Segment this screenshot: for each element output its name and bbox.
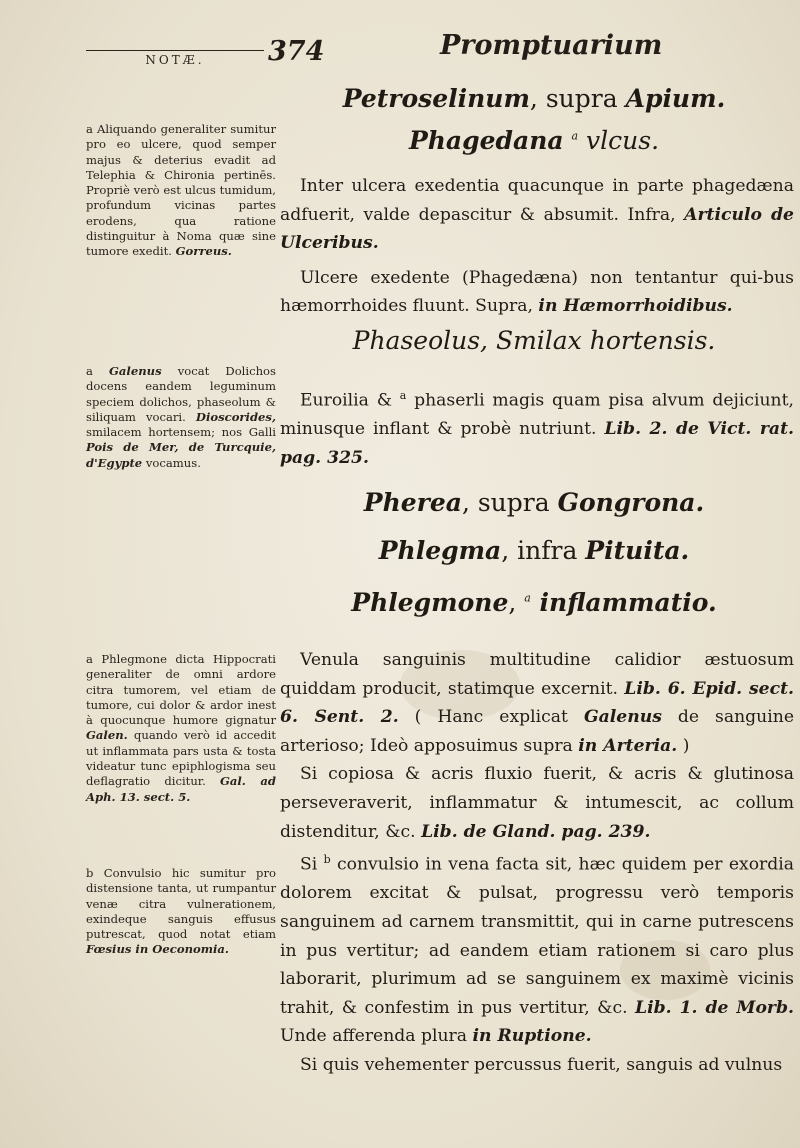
- cross-reference: Lib. 1. de Morb.: [635, 997, 794, 1018]
- cross-reference: Lib. 2. de Vict. rat. pag. 325.: [280, 419, 794, 468]
- text-run: b Convulsio hic sumitur pro distensione tanta, ut rumpantur venæ citra vulnerationem, exindeque sanguis effusus putrescat, quod notat etiam: [86, 866, 276, 942]
- text-run: Si quis vehementer percussus fuerit, sanguis ad vulnus: [300, 1055, 783, 1076]
- cross-reference: in Ruptione.: [472, 1026, 592, 1047]
- text-run: a: [86, 364, 110, 378]
- text-run: Venula sanguinis multitudine calidior æstuosum quiddam producit, statimque excernit.: [280, 650, 794, 699]
- note-text: a Aliquando generaliter sumitur pro eo ulcere, quod semper majus & deterius evadit ad Telephia & Chironia pertinēs. Propriè verò est ulcus tumidum, profundum vicinas partes erodens, qua ratione distinguitur à Noma quæ sine tumore exedit.: [86, 122, 276, 259]
- cross-reference: Articulo de Ulceribus.: [280, 204, 794, 254]
- headword-gloss: vlcus.: [578, 126, 660, 155]
- notes-label-text: NOTÆ.: [145, 53, 205, 67]
- note-author: Gorreus.: [175, 244, 232, 259]
- headword: Phagedana: [408, 126, 564, 155]
- running-title: Promptuarium: [440, 30, 663, 61]
- cross-reference: Apium.: [625, 84, 726, 113]
- headword: Phlegma: [378, 536, 502, 565]
- text-run: Euroilia &: [300, 390, 400, 411]
- entry-title-phlegmone: Phlegmone, $^a$ inflammatio.: [351, 588, 717, 617]
- text-run: Inter ulcera exedentia quacunque in parte phagedæna adfuerit, valde depascitur & absumit. Infra,: [280, 176, 794, 225]
- running-header: [0, 0, 800, 90]
- note-marker: a: [524, 591, 531, 605]
- text-run: Si copiosa & acris fluxio fuerit, & acris & glutinosa perseveraverit, inflammatur & intumescit, ac collum distenditur, &c.: [280, 764, 794, 842]
- author-name: Galen.: [86, 728, 128, 743]
- author-name: Dioscorides,: [195, 409, 276, 424]
- text-run: vocamus.: [142, 455, 201, 470]
- headword-connector: , supra: [461, 488, 558, 517]
- cross-reference: Gal. ad Aph. 13. sect. 5.: [86, 774, 276, 804]
- marginal-note-phagedana: [86, 122, 276, 260]
- marginal-note-phlegmone: [86, 652, 276, 805]
- headword: Phlegmone: [351, 588, 509, 617]
- text-run: Ulcere exedente (Phagedæna) non tentantur qui-bus hæmorrhoides fluunt. Supra,: [280, 267, 794, 317]
- headword-connector: , infra: [501, 536, 586, 565]
- headword-gloss: inflammatio.: [530, 588, 717, 617]
- text-run: Unde afferenda plura: [280, 1026, 473, 1047]
- text-run: smilacem hortensem; nos Galli: [86, 425, 276, 440]
- cross-reference: Pituita.: [585, 536, 690, 565]
- cross-reference: Lib. de Gland. pag. 239.: [421, 821, 651, 842]
- notes-label: [86, 50, 264, 67]
- page-number: 374: [268, 36, 325, 67]
- marginal-note-phaseolus: [86, 364, 276, 471]
- french-names: Pois de Mer, de Turcquie, d'Egypte: [86, 440, 276, 470]
- text-run: phaserli magis quam pisa alvum dejiciunt, minusque inflant & probè nutriunt.: [280, 390, 794, 440]
- text-run: convulsio in vena facta sit, hæc quidem per exordia dolorem excitat & pulsat, progressu verò temporis sanguinem ad carnem transmittit, qui in carne putrescens in pus vertitur; ad eandem etiam rationem si caro plus laborarit, plurimum ad se sanguinem ex maximè vicinis trahit, & confestim in pus vertitur, &c.: [280, 854, 794, 1018]
- note-marker: a: [571, 129, 579, 143]
- author-name: Fœsius in Oeconomia.: [86, 942, 229, 957]
- entry-text-phlegmone: [280, 646, 794, 1080]
- entry-title-pherea: [274, 488, 794, 517]
- author-name: Galenus: [109, 364, 162, 378]
- author-name: Galenus: [583, 707, 662, 728]
- text-run: vocat Dolichos docens eandem leguminum speciem dolichos, phaseolum & siliquam vocari.: [86, 364, 276, 424]
- entry-title-phagedana: [274, 126, 794, 155]
- text-run: ): [677, 735, 690, 756]
- cross-reference: in Hæmorrhoidibus.: [538, 296, 733, 317]
- entry-title-petroselinum: [274, 84, 794, 113]
- entry-text-phaseolus: [280, 382, 794, 473]
- note-marker: a: [399, 389, 407, 402]
- note-marker: b: [323, 853, 331, 867]
- marginal-note-convulsio: [86, 866, 276, 958]
- headword: Petroselinum: [342, 84, 530, 113]
- cross-reference: in Arteria.: [578, 735, 678, 756]
- text-run: quando verò id accedit ut inflammata pars usta & tosta videatur tunc epiphlogisma seu deflagratio dicitur.: [86, 728, 276, 789]
- headword: Phaseolus, Smilax hortensis.: [352, 326, 716, 355]
- text-run: Si: [300, 854, 324, 875]
- text-run: de sanguine arterioso; Ideò apposuimus supra: [280, 707, 794, 756]
- text-run: a Phlegmone dicta Hippocrati generaliter de omni ardore citra tumorem, vel etiam de tumore, cui dolor & ardor inest à quocunque humore gignatur: [86, 652, 276, 728]
- headword: Pherea: [363, 488, 462, 517]
- entry-title-phaseolus: [274, 326, 794, 355]
- headword-connector: , supra: [529, 84, 626, 113]
- entry-title-phlegma: [274, 536, 794, 565]
- cross-reference: Gongrona.: [557, 488, 705, 517]
- cross-reference: Lib. 6. Epid. sect. 6. Sent. 2.: [280, 678, 794, 728]
- text-run: ( Hanc explicat: [398, 707, 584, 728]
- entry-text-phagedana: [280, 172, 794, 321]
